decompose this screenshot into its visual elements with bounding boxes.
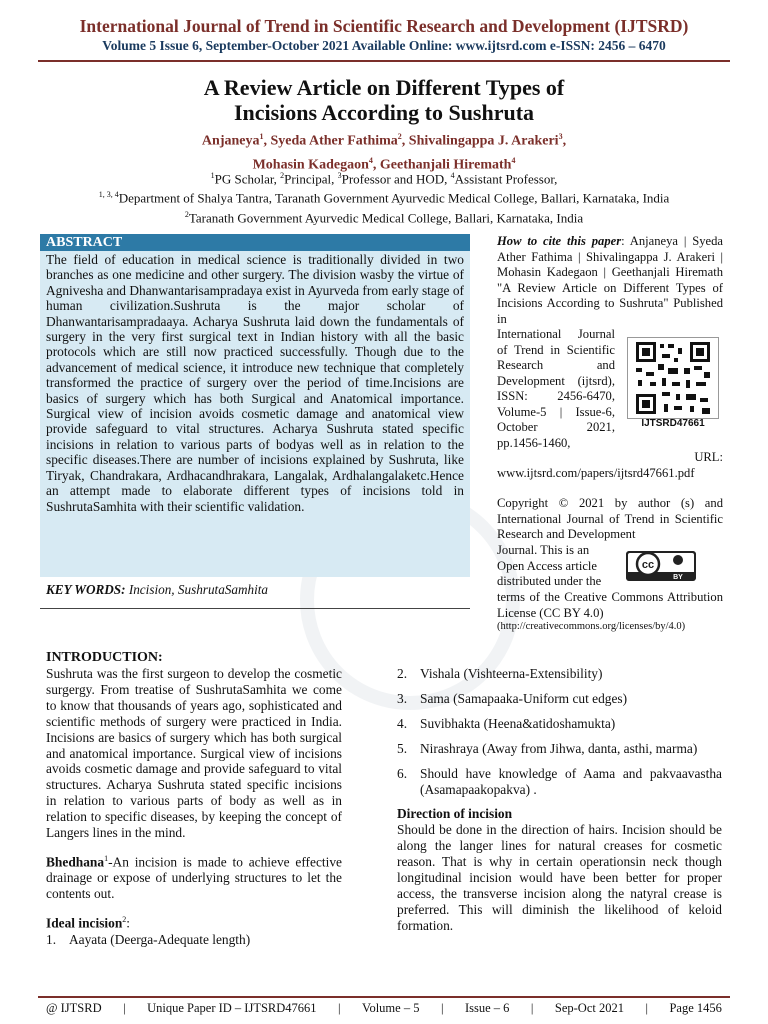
citation-url-label: URL: — [694, 450, 723, 464]
paper-code-label: IJTSRD47661 — [641, 418, 705, 429]
cc-label: cc — [641, 559, 655, 571]
footer-sep: | — [123, 1001, 126, 1015]
footer-sep: | — [440, 1001, 444, 1015]
cc-by-icon — [626, 551, 696, 581]
author-name: Shivalingappa J. Arakeri — [408, 133, 559, 149]
license-url[interactable]: (http://creativecommons.org/licenses/by/4.0) — [497, 621, 686, 632]
affil-sup: 1 — [210, 171, 215, 180]
page-footer — [46, 1001, 722, 1016]
affil-sup: 3 — [337, 171, 342, 180]
list-num: 1. — [46, 931, 57, 947]
list-text: Aayata (Deerga-Adequate length) — [69, 931, 251, 947]
author-name: Syeda Ather Fathima — [270, 133, 398, 149]
abstract-text: The field of education in medical science is traditionally divided in two branches as one medicine and other surgery. The division wasby the virtue of Agnivesha and Dhanwantarisampradaya exist in Ayurveda from early stage of human civilization.Sushruta is the major scholar of Dhanwantarisampradaaya. Acharya Sushruta laid down the fundamentals of surgery in the very first surgical text in Indian history with all the basic protocols which are still now practiced successfully. Though due to the advancement of medical science, it introduce new technique that completely transformed the practice of surgery over the period of time.Incisions are basics of surgery which has both Surgical and Anatomical importance. Surgical view of incision avoids cosmetic damage and anatomical view provide safeguard to vital structures. Acharya Sushruta stated specific incisions in relation to various parts of bodyas well as in relation to the specific diseases.There are number of incisions explained by Sushruta, like Tiryak, Chandrakara, Ardhacandhrakara, Langalak, Ardhalangalaketc.Hence an attempt made to elaborate different types of incisions told in SushrutaSamhita with their scientific validation. — [46, 252, 464, 514]
journal-title: International Journal of Trend in Scientific Research and Development (IJTSRD) — [79, 16, 689, 36]
affil-sup: 2 — [184, 209, 189, 219]
author-sup: 3 — [558, 132, 563, 141]
footer-sep: | — [338, 1001, 341, 1015]
affiliations — [30, 168, 738, 226]
keywords-text: Incision, SushrutaSamhita — [125, 582, 269, 597]
list-text: Suvibhakta (Heena&atidoshamukta) — [420, 715, 616, 731]
keywords-label: KEY WORDS: — [46, 582, 126, 597]
citation-label: How to cite this paper — [497, 234, 622, 248]
cc-badge-graphic — [626, 551, 696, 581]
ideal-colon: : — [126, 915, 131, 931]
issue-line: Volume 5 Issue 6, September-October 2021 Available Online: www.ijtsrd.com e-ISSN: 2456 – 6470 — [102, 38, 666, 53]
introduction-paragraph: Sushruta was the first surgeon to develop the cosmetic surgergy. From treatise of SushrutaSamhita we come to know that thousands of years ago, sophisticated and scientific methods of surgery were practiced in India. Incisions are basics of surgery which has both surgical and anatomical importance. Surgical view of incisions avoids cosmetic damage and provide safeguard to vital structures. Acharya Sushruta stated specific incisions in relation to various parts of body as well as in relation to specific diseases, by keeping the concept of Langers lines in the mind. — [46, 666, 342, 841]
author-sup: 4 — [511, 155, 516, 165]
citation-wrap: International Journal of Trend in Scientific Research and Development (ijtsrd), ISSN: 2456-6470, Volume-5 | Issue-6, October 2021, pp.1456-1460, — [497, 327, 615, 450]
by-label: BY — [673, 574, 683, 581]
list-num: 5. — [397, 740, 408, 756]
introduction-section — [46, 650, 342, 947]
title-line-1: A Review Article on Different Types of — [203, 75, 565, 100]
list-item — [397, 666, 722, 682]
citation-text: : Anjaneya | Syeda Ather Fathima | Shivalingappa J. Arakeri | Mohasin Kadegaon | Geethanjali Hiremath "A Review Article on Different Types of Incisions According to Sushruta" Published in — [497, 234, 724, 326]
keywords — [46, 582, 476, 598]
qr-code — [627, 337, 719, 419]
qr-code-graphic — [628, 338, 718, 418]
footer-sep: | — [645, 1001, 648, 1015]
author-sup: 2 — [397, 132, 402, 141]
article-title — [90, 75, 678, 125]
affiliation-line-1 — [30, 168, 738, 187]
bhedhana-text: -An incision is made to achieve effective drainage or expose of underlying structures to let the contents out. — [46, 854, 342, 902]
affil-text: Assistant Professor, — [454, 171, 558, 187]
ideal-incision-heading — [46, 912, 342, 931]
keywords-rule — [40, 608, 470, 609]
direction-heading: Direction of incision — [397, 806, 513, 822]
affil-sup: 2 — [280, 171, 285, 180]
list-num: 4. — [397, 715, 408, 731]
list-item — [397, 741, 722, 757]
affil-sup: 1, 3, 4 — [98, 190, 119, 200]
list-item — [397, 716, 722, 732]
footer-date: Sep-Oct 2021 — [554, 1001, 624, 1015]
copyright-wrap: Journal. This is an Open Access article distributed under the — [497, 543, 602, 588]
citation-url[interactable]: www.ijtsrd.com/papers/ijtsrd47661.pdf — [497, 465, 695, 480]
bhedhana-label: Bhedhana — [46, 854, 105, 870]
affil-text: Principal, — [284, 171, 338, 187]
list-item — [46, 932, 342, 948]
list-num: 2. — [397, 666, 408, 681]
title-line-2: Incisions According to Sushruta — [233, 100, 535, 125]
citation-top — [497, 234, 723, 327]
introduction-heading: INTRODUCTION: — [46, 650, 163, 665]
author-name: Anjaneya — [201, 133, 260, 149]
author-name: Geethanjali Hiremath — [379, 157, 512, 173]
bhedhana-sup: 1 — [104, 853, 109, 863]
header-rule — [38, 60, 730, 62]
list-text: Should have knowledge of Aama and pakvaavastha (Asamapaakopakva) . — [420, 765, 722, 797]
affiliation-line-2 — [30, 187, 738, 206]
list-num: 6. — [397, 765, 408, 781]
bhedhana-paragraph — [46, 851, 342, 902]
list-item — [397, 766, 722, 798]
footer-volume: Volume – 5 — [362, 1001, 420, 1015]
affil-text: Professor and HOD, — [341, 171, 451, 187]
ideal-sup: 2 — [122, 915, 127, 925]
right-column — [397, 666, 722, 934]
list-num: 3. — [397, 690, 408, 706]
citation-url-block — [497, 450, 723, 481]
affil-text: Taranath Government Ayurvedic Medical College, Ballari, Karnataka, India — [188, 209, 584, 225]
affil-text: PG Scholar, — [214, 171, 281, 187]
author-list: Anjaneya$^1$, Syeda Ather Fathima$^2$, Shivalingappa J. Arakeri$^3$, Mohasin Kadegaon$^4$, Geethanjali Hiremath$^4$ — [201, 132, 567, 173]
list-text: Vishala (Vishteerna-Extensibility) — [420, 666, 603, 681]
author-sup: 1 — [259, 132, 264, 141]
list-text: Sama (Samapaaka-Uniform cut edges) — [420, 690, 628, 706]
footer-journal: @ IJTSRD — [46, 1001, 102, 1015]
list-item — [397, 691, 722, 707]
author-sup: 4 — [368, 155, 373, 165]
copyright-top: Copyright © 2021 by author (s) and International Journal of Trend in Scientific Research and Development — [497, 496, 723, 541]
affil-text: Department of Shalya Tantra, Taranath Government Ayurvedic Medical College, Ballari, Karnataka, India — [118, 190, 670, 206]
author-name: Mohasin Kadegaon — [252, 157, 369, 173]
list-text: Nirashraya (Away from Jihwa, danta, asthi, marma) — [420, 740, 698, 756]
footer-page: Page 1456 — [669, 1001, 722, 1015]
footer-paper-id: Unique Paper ID – IJTSRD47661 — [147, 1001, 317, 1015]
abstract-heading: ABSTRACT — [40, 234, 470, 251]
footer-issue: Issue – 6 — [464, 1001, 510, 1015]
direction-paragraph: Should be done in the direction of hairs. Incision should be along the langer lines for natural creases for cosmetic reason. That is why in certain operationsin neck though longitudinal incision would have been better for proper access, the transverse incision along the natyral crease is preferred. This will diminish the likelihood of keloid formation. — [397, 822, 722, 933]
footer-sep: | — [530, 1001, 534, 1015]
copyright-end: terms of the Creative Commons Attribution License (CC BY 4.0) — [497, 590, 723, 620]
affil-sup: 4 — [450, 171, 455, 180]
affiliation-line-3 — [30, 207, 738, 226]
footer-rule — [38, 996, 730, 998]
ideal-label: Ideal incision — [46, 915, 123, 931]
